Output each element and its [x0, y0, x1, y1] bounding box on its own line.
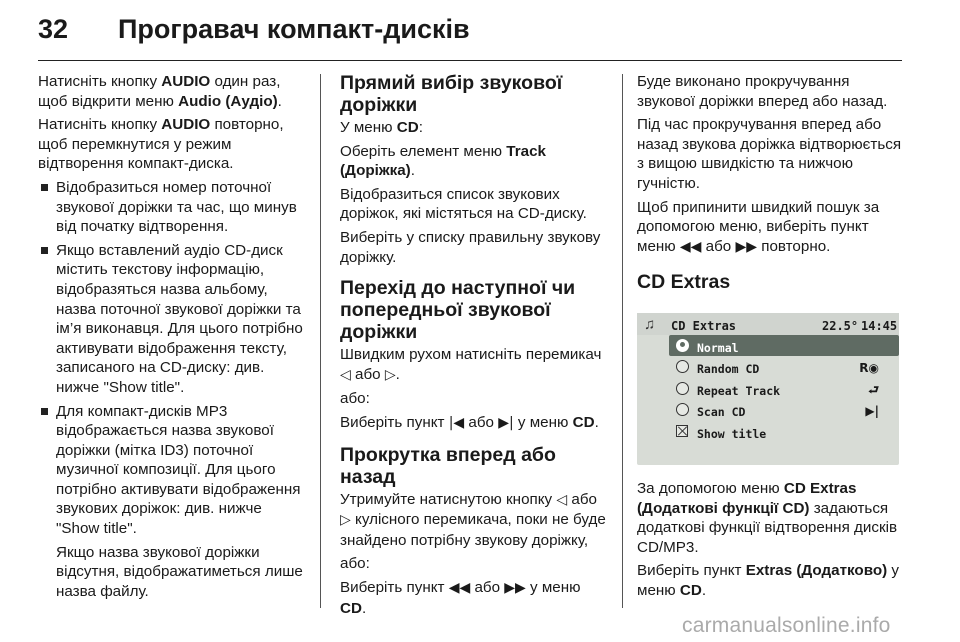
- paragraph-file-name: Якщо назва звукової доріжки відсутня, відображатиметься лише назва файлу.: [56, 543, 303, 600]
- screen-status-bar: [637, 313, 899, 335]
- skip-back-icon: |◀: [448, 414, 465, 431]
- menu-item-repeat-track[interactable]: Repeat Track ⮐: [669, 378, 899, 399]
- paragraph-select-skip: Виберіть пункт |◀ або ▶| у меню CD.: [340, 413, 599, 431]
- paragraph-in-cd-menu: У меню CD:: [340, 119, 423, 136]
- heading-cd-extras: CD Extras: [637, 271, 731, 294]
- page-header: [0, 0, 960, 62]
- heading-next-previous-track: Перехід до наступної чи попередньої звукової доріжки: [340, 277, 576, 344]
- music-note-icon: ♫: [644, 315, 656, 333]
- screen-temperature: 22.5°: [822, 318, 859, 333]
- column-2: [340, 72, 608, 622]
- menu-item-show-title[interactable]: Show title: [669, 421, 899, 442]
- paragraph-cd-extras-menu: За допомогою меню CD Extras (Додаткові функції CD) задаються додаткові функції відтворення дисків CD/MP3.: [637, 479, 898, 556]
- paragraph-hold-switch: Утримуйте натиснутою кнопку ◁ або ▷ кулісного перемикача, поки не буде знайдено потрібну звукову доріжку,: [340, 490, 606, 549]
- screen-time: 14:45: [861, 318, 898, 333]
- paragraph-press-audio-once: Натисніть кнопку AUDIO один раз, щоб відкрити меню Audio (Аудіо).: [38, 73, 282, 110]
- paragraph-press-audio-again: Натисніть кнопку AUDIO повторно, щоб перемкнутися у режим відтворення компакт-диска.: [38, 116, 284, 173]
- bullet-cd-text: Якщо вставлений аудіо CD-диск містить текстову інформацію, відобразяться назва альбому, назва поточної звукової доріжки та ім’я виконавця. Для цього потрібно активувати відображення тексту, записаного на CD-диску: див. нижче "Show title".: [38, 241, 306, 398]
- left-rocker-icon: ◁: [556, 491, 568, 508]
- radio-icon: [676, 382, 689, 395]
- watermark: carmanualsonline.info: [682, 614, 891, 637]
- fast-forward-icon: ▶▶: [735, 238, 758, 255]
- right-rocker-icon: ▷: [384, 366, 396, 383]
- paragraph-or-2: або:: [340, 555, 370, 573]
- bullet-mp3-title: Для компакт-дисків MP3 відображається назва звукової доріжки (мітка ID3) поточної музичної композиції. Для цього потрібно активувати відображення звукових доріжок: див. нижче "Show title".: [38, 402, 306, 539]
- menu-item-normal[interactable]: Normal: [669, 335, 899, 356]
- paragraph-stop-search: Щоб припинити швидкий пошук за допомогою меню, виберіть пункт меню ◀◀ або ▶▶ повторно.: [637, 198, 880, 255]
- menu-item-random-cd[interactable]: Random CD R◉: [669, 356, 899, 377]
- radio-icon: [676, 360, 689, 373]
- repeat-icon: ⮐: [868, 382, 879, 397]
- paragraph-or-1: або:: [340, 390, 370, 408]
- paragraph-press-switch: Швидким рухом натисніть перемикач ◁ або ▷.: [340, 346, 602, 383]
- paragraph-track-list: Відобразиться список звукових доріжок, які містяться на CD-диску.: [340, 185, 587, 223]
- heading-scroll-forward-back: Прокрутка вперед або назад: [340, 443, 556, 488]
- paragraph-scroll-result: Буде виконано прокручування звукової доріжки вперед або назад.: [637, 73, 888, 110]
- cd-extras-menu: [669, 335, 899, 461]
- screen-title: CD Extras: [671, 318, 737, 333]
- radio-icon: [676, 403, 689, 416]
- paragraph-choose-track: Виберіть у списку правильну звукову доріжку.: [340, 228, 601, 266]
- column-1: [38, 72, 306, 605]
- paragraph-select-scan: Виберіть пункт ◀◀ або ▶▶ у меню CD.: [340, 578, 581, 617]
- page-number: 32: [38, 14, 69, 44]
- cd-extras-screen: [637, 313, 899, 465]
- column-divider-2: [622, 74, 623, 608]
- scan-icon: ▶|: [865, 404, 879, 419]
- column-3: [637, 72, 907, 605]
- menu-item-scan-cd[interactable]: Scan CD ▶|: [669, 399, 899, 420]
- checkbox-icon: [676, 425, 688, 437]
- skip-forward-icon: ▶|: [498, 414, 514, 431]
- paragraph-select-extras: Виберіть пункт Extras (Додатково) у меню CD.: [637, 562, 900, 599]
- bullet-track-number: Відобразиться номер поточної звукової доріжки та час, що минув від початку відтворення.: [38, 178, 306, 237]
- left-rocker-icon: ◁: [340, 366, 351, 383]
- heading-direct-track-selection: Прямий вибір звукової доріжки: [340, 72, 563, 116]
- radio-selected-icon: [676, 339, 689, 352]
- page-title: Програвач компакт-дисків: [118, 14, 470, 44]
- header-divider: [38, 60, 902, 61]
- rewind-icon: ◀◀: [448, 579, 471, 596]
- right-rocker-icon: ▷: [340, 512, 351, 529]
- random-icon: R◉: [859, 361, 879, 376]
- rewind-icon: ◀◀: [679, 238, 702, 255]
- paragraph-scroll-speed: Під час прокручування вперед або назад звукова доріжка відтворюється з вищою швидкістю та нижчою гучністю.: [637, 116, 902, 192]
- fast-forward-icon: ▶▶: [504, 579, 526, 596]
- column-divider-1: [320, 74, 321, 608]
- paragraph-select-track: Оберіть елемент меню Track (Доріжка).: [340, 142, 546, 180]
